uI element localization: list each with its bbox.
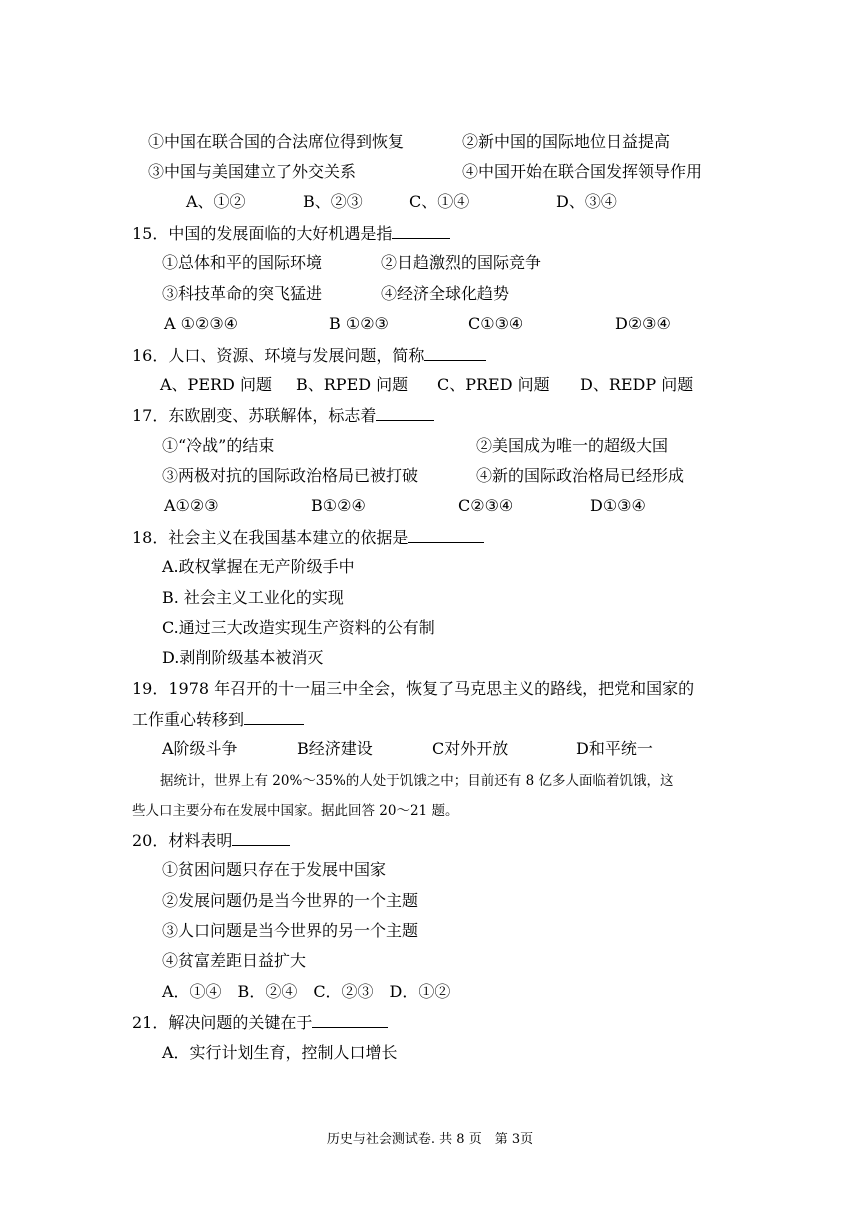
q18-option-a: A.政权掌握在无产阶级手中 (162, 557, 355, 576)
q15-stem: 15．中国的发展面临的大好机遇是指 (132, 223, 450, 244)
q14-option-c: C、①④ (409, 192, 470, 211)
q14-option-a: A、①② (186, 192, 246, 211)
page-footer: 历史与社会测试卷. 共 8 页 第 3页 (326, 1132, 534, 1147)
q17-item-1: ①“冷战”的结束 (162, 436, 275, 455)
q16-option-d: D、REDP 问题 (580, 375, 694, 394)
q15-item-3: ③科技革命的突飞猛进 (162, 284, 323, 303)
q20-item-1: ①贫困问题只存在于发展中国家 (162, 860, 387, 879)
q18-stem: 18．社会主义在我国基本建立的依据是 (132, 527, 484, 548)
q14-item-4: ④中国开始在联合国发挥领导作用 (462, 162, 703, 181)
q19-stem-line2: 工作重心转移到 (132, 709, 304, 730)
q17-option-a: A①②③ (164, 496, 219, 515)
answer-blank (392, 223, 450, 239)
q17-stem: 17．东欧剧变、苏联解体，标志着 (132, 405, 434, 426)
q14-option-b: B、②③ (303, 192, 363, 211)
q14-item-1: ①中国在联合国的合法席位得到恢复 (148, 132, 405, 151)
material-line1: 据统计，世界上有 20%～35%的人处于饥饿之中；目前还有 8 亿多人面临着饥饿，这 (160, 773, 674, 789)
answer-blank (244, 709, 304, 725)
q16-option-a: A、PERD 问题 (160, 375, 272, 394)
q20-stem: 20．材料表明 (132, 830, 290, 851)
q15-option-c: C①③④ (468, 314, 524, 333)
q17-item-2: ②美国成为唯一的超级大国 (476, 436, 669, 455)
q15-option-a: A ①②③④ (164, 314, 239, 333)
q20-options: A．①④ B．②④ C．②③ D．①② (162, 982, 451, 1001)
q18-option-d: D.剥削阶级基本被消灭 (162, 648, 324, 667)
q19-option-c: C对外开放 (432, 739, 509, 758)
q17-item-3: ③两极对抗的国际政治格局已被打破 (162, 466, 419, 485)
q19-option-d: D和平统一 (576, 739, 653, 758)
q19-option-a: A阶级斗争 (162, 739, 238, 758)
q14-option-d: D、③④ (556, 192, 617, 211)
q15-option-b: B ①②③ (329, 314, 389, 333)
q20-item-2: ②发展问题仍是当今世界的一个主题 (162, 891, 419, 910)
q15-item-4: ④经济全球化趋势 (381, 284, 510, 303)
q21-option-a: A．实行计划生育，控制人口增长 (162, 1043, 398, 1062)
q15-item-1: ①总体和平的国际环境 (162, 253, 323, 272)
q16-stem: 16．人口、资源、环境与发展问题，简称 (132, 345, 486, 366)
answer-blank (376, 405, 434, 421)
q17-option-b: B①②④ (311, 496, 366, 515)
q21-stem: 21．解决问题的关键在于 (132, 1012, 388, 1033)
q19-option-b: B经济建设 (297, 739, 373, 758)
q15-item-2: ②日趋激烈的国际竞争 (381, 253, 542, 272)
q15-option-d: D②③④ (615, 314, 671, 333)
q14-item-2: ②新中国的国际地位日益提高 (462, 132, 671, 151)
q17-option-d: D①③④ (590, 496, 646, 515)
q16-option-b: B、RPED 问题 (296, 375, 409, 394)
q16-option-c: C、PRED 问题 (437, 375, 550, 394)
answer-blank (408, 527, 484, 543)
q17-item-4: ④新的国际政治格局已经形成 (476, 466, 685, 485)
material-line2: 些人口主要分布在发展中国家。据此回答 20～21 题。 (132, 803, 459, 819)
answer-blank (424, 345, 486, 361)
q18-option-c: C.通过三大改造实现生产资料的公有制 (162, 618, 435, 637)
answer-blank (312, 1012, 388, 1028)
q20-item-4: ④贫富差距日益扩大 (162, 951, 307, 970)
answer-blank (232, 830, 290, 846)
q14-item-3: ③中国与美国建立了外交关系 (148, 162, 357, 181)
q18-option-b: B. 社会主义工业化的实现 (162, 588, 344, 607)
q19-stem-line1: 19．1978 年召开的十一届三中全会，恢复了马克思主义的路线，把党和国家的 (132, 679, 695, 698)
q20-item-3: ③人口问题是当今世界的另一个主题 (162, 921, 419, 940)
q17-option-c: C②③④ (458, 496, 514, 515)
